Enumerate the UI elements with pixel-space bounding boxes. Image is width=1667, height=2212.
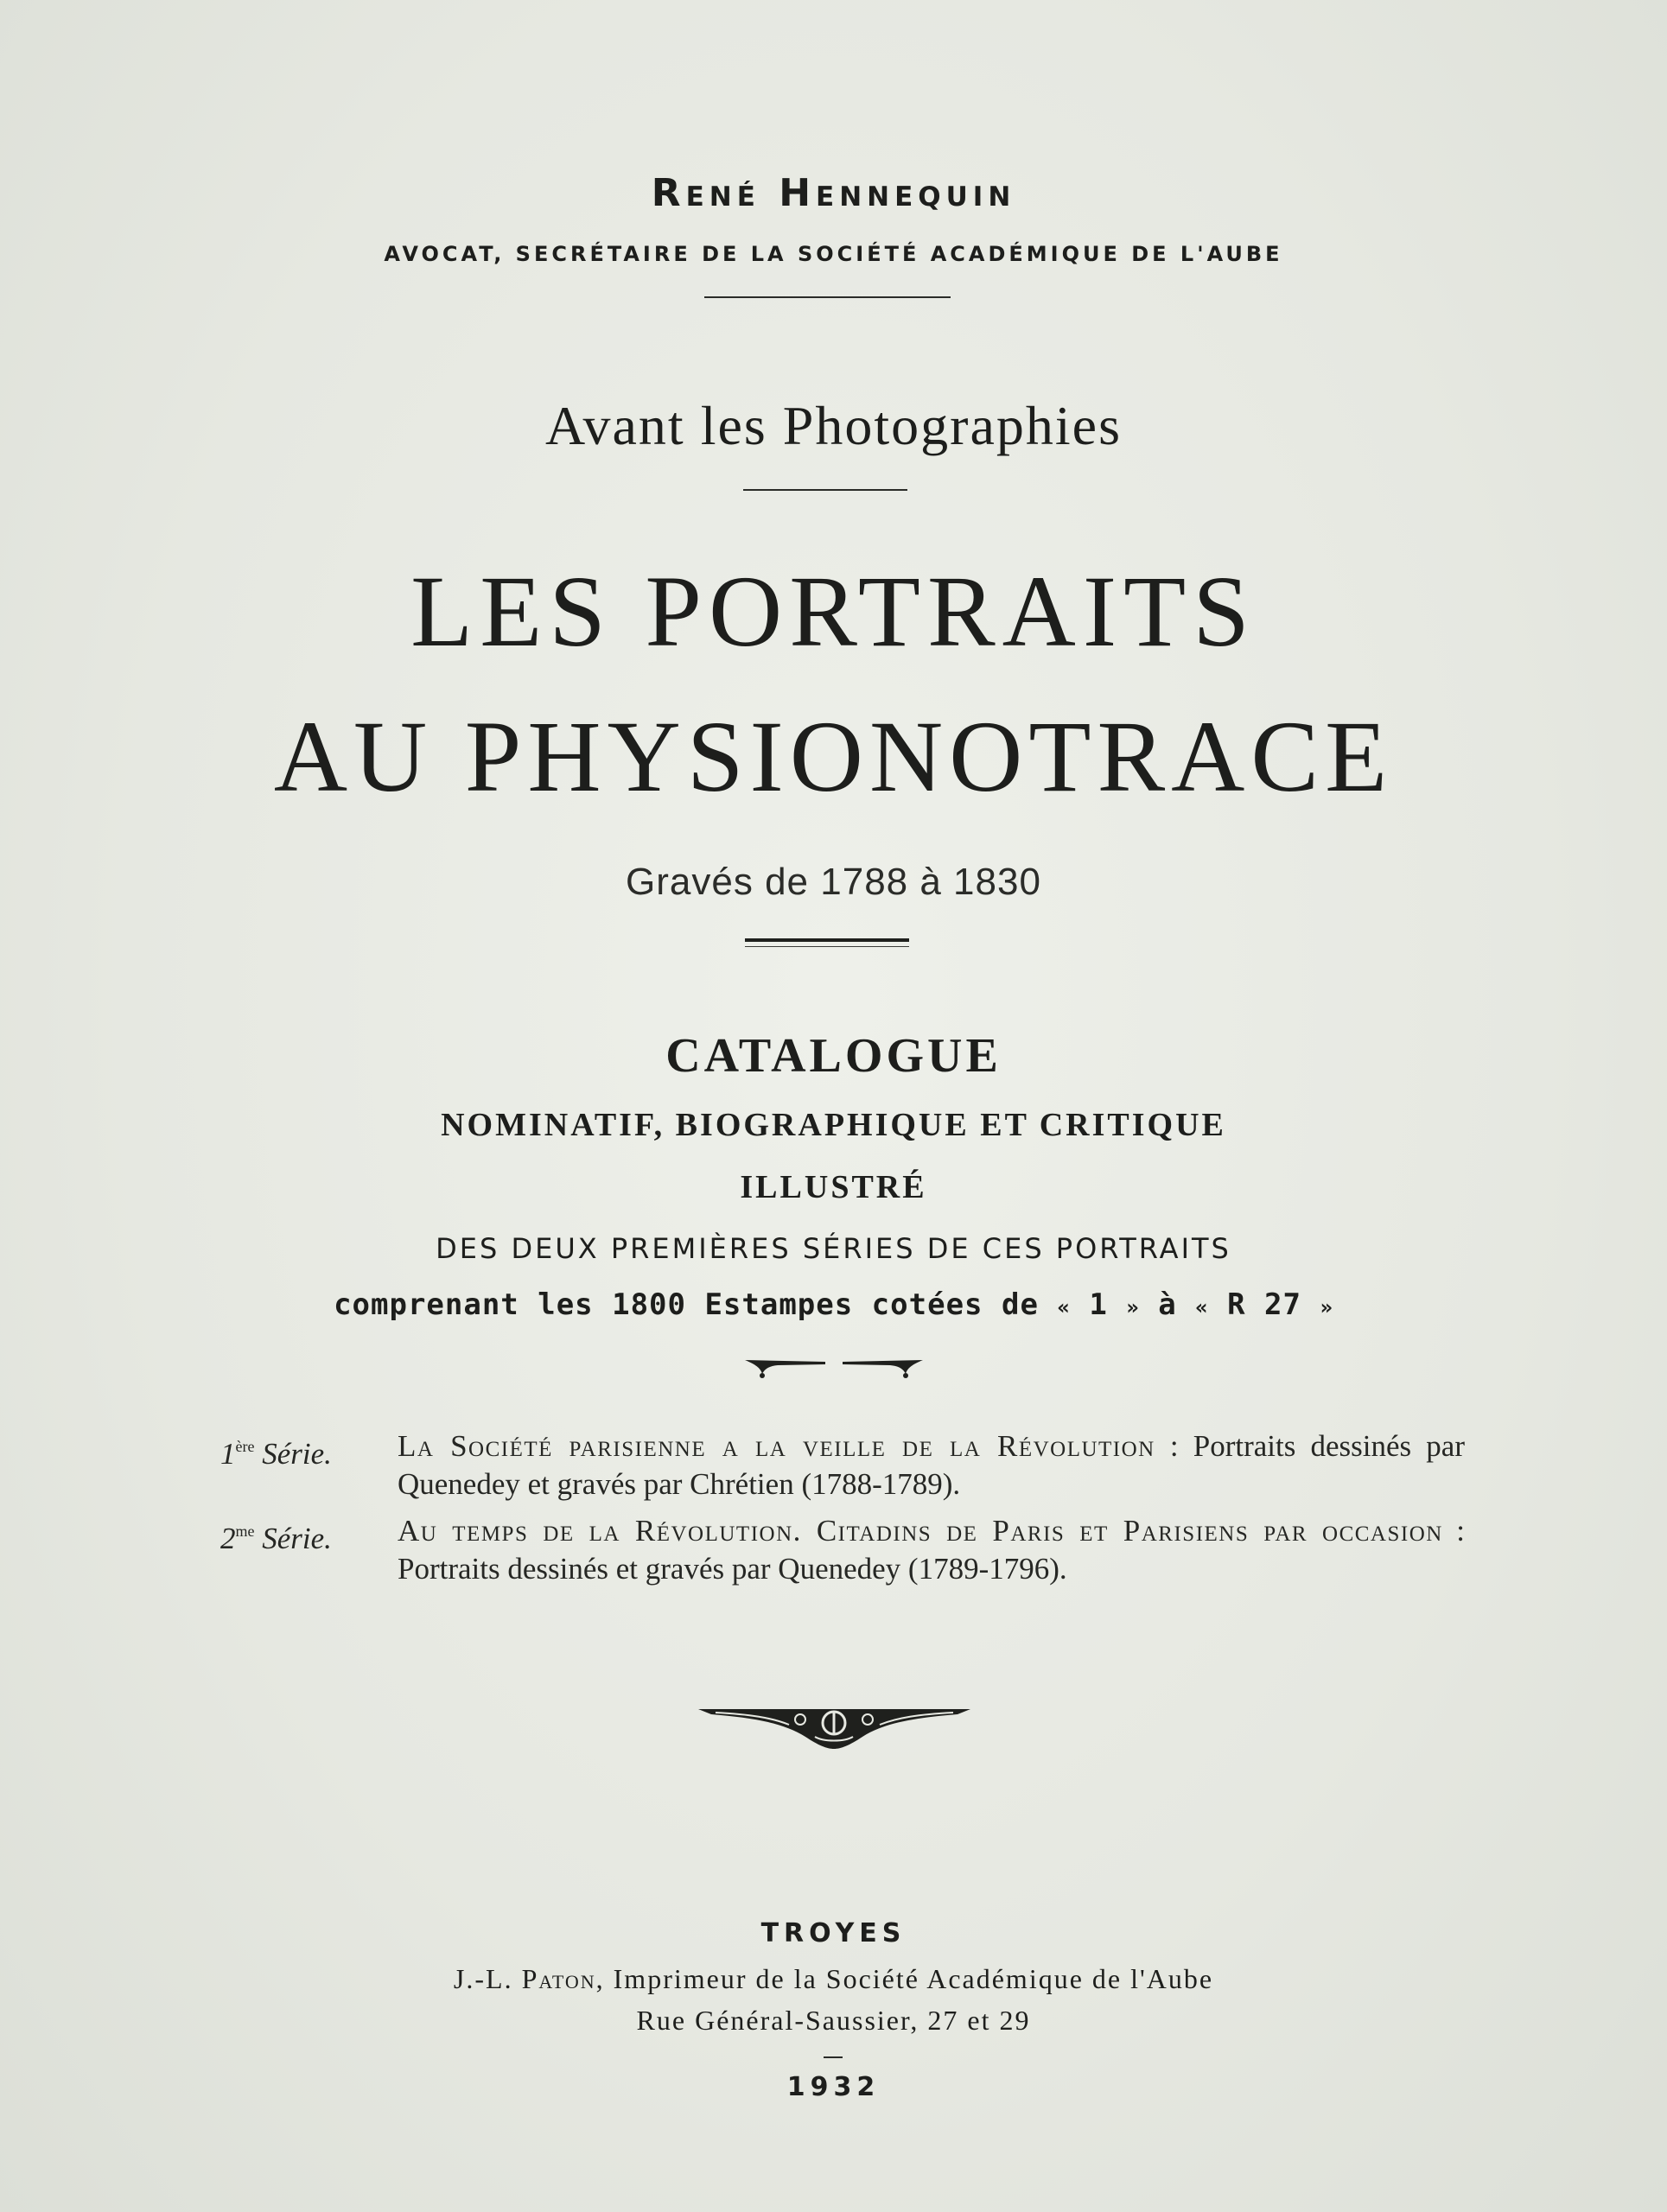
author-name: René Hennequin bbox=[651, 171, 1016, 215]
date-range: Gravés de 1788 à 1830 bbox=[626, 861, 1041, 903]
catalogue-heading: CATALOGUE bbox=[665, 1029, 1002, 1083]
divider-rule bbox=[704, 296, 951, 298]
double-rule bbox=[745, 938, 909, 949]
main-title-line1: LES PORTRAITS bbox=[410, 555, 1257, 668]
subtitle-top: Avant les Photographies bbox=[545, 395, 1122, 456]
author-title: AVOCAT, SECRÉTAIRE DE LA SOCIÉTÉ ACADÉMIQUE DE L'AUBE bbox=[384, 242, 1283, 266]
divider-rule bbox=[824, 2056, 843, 2058]
series-label: 1ère Série. bbox=[220, 1437, 332, 1471]
imprint-year: 1932 bbox=[786, 2072, 881, 2102]
series-entry-1 bbox=[220, 1427, 1465, 1503]
catalogue-illustrated: ILLUSTRÉ bbox=[740, 1169, 927, 1205]
ornament-swash-icon bbox=[743, 1355, 925, 1381]
divider-rule bbox=[743, 489, 907, 491]
catalogue-scope: comprenant les 1800 Estampes cotées de « 1 » à « R 27 » bbox=[334, 1287, 1333, 1322]
imprint-address: Rue Général-Saussier, 27 et 29 bbox=[636, 2005, 1031, 2036]
series-label: $2^{me}$ Série. bbox=[220, 1522, 332, 1555]
series-entry-2 bbox=[220, 1512, 1465, 1588]
ornament-fleuron-icon bbox=[698, 1702, 970, 1751]
imprint-city: TROYES bbox=[760, 1918, 907, 1948]
catalogue-series: DES DEUX PREMIÈRES SÉRIES DE CES PORTRAITS bbox=[436, 1232, 1231, 1265]
series-description: : Portraits dessinés par Quenedey et gravés par Chrétien (1788-1789). bbox=[398, 1429, 1465, 1501]
series-heading: La Société parisienne a la veille de la Révolution bbox=[398, 1429, 1155, 1463]
series-heading: Au temps de la Révolution. Citadins de Paris et Parisiens par occasion bbox=[398, 1514, 1443, 1548]
series-description: : Portraits dessinés et gravés par Quenedey (1789-1796). bbox=[398, 1514, 1465, 1586]
catalogue-description: NOMINATIF, BIOGRAPHIQUE ET CRITIQUE bbox=[441, 1107, 1226, 1143]
imprint-printer: J.-L. Paton, Imprimeur de la Société Académique de l'Aube bbox=[453, 1963, 1214, 1994]
main-title-line2: AU PHYSIONOTRACE bbox=[273, 700, 1394, 813]
